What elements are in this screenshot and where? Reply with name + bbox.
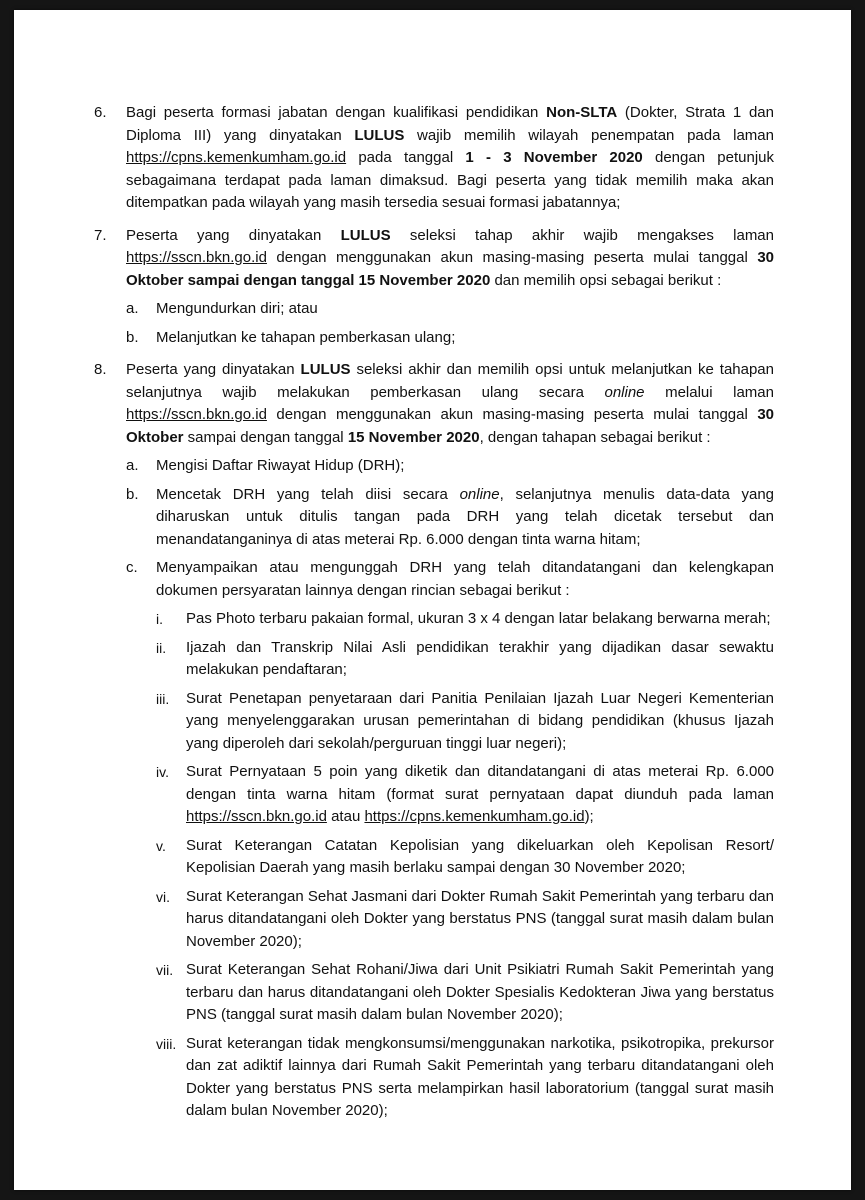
bold-text: LULUS	[354, 126, 405, 144]
paragraph-text: seleksi akhir dan memilih opsi untuk melanjutkan ke tahapan selanjutnya wajib melakukan pemberkasan ulang secara	[126, 361, 774, 401]
list-number: i.	[156, 611, 163, 627]
document-body	[94, 102, 774, 1133]
paragraph-text: );	[584, 808, 594, 825]
roman-list-item	[156, 835, 774, 880]
numbered-list-item	[94, 359, 774, 1123]
list-item-text	[126, 102, 774, 215]
italic-text: online	[459, 485, 500, 503]
paragraph-text: sampai dengan tanggal	[183, 428, 348, 446]
paragraph-text: wajib memilih wilayah penempatan pada laman	[404, 126, 774, 144]
list-item-text	[126, 359, 774, 449]
paragraph-text: dengan menggunakan akun masing-masing peserta mulai tanggal	[266, 249, 758, 266]
paragraph-text: , dengan tahapan sebagai berikut :	[479, 428, 711, 446]
paragraph-text: dengan petunjuk sebagaimana terdapat pada laman dimaksud. Bagi peserta yang tidak memilih maka akan ditempatkan pada wilayah yang masih tersedia sesuai formasi jabatannya;	[126, 149, 775, 211]
paragraph-text: seleksi tahap akhir wajib mengakses laman	[390, 226, 774, 244]
paragraph-text: Surat Keterangan Catatan Kepolisian yang dikeluarkan oleh Kepolisan Resort/ Kepolisian Daerah yang masih berlaku sampai dengan 30 November 2020;	[186, 836, 774, 876]
paragraph-text: Mengundurkan diri; atau	[156, 300, 318, 317]
letter-list-item	[126, 484, 774, 552]
list-item-text	[186, 1033, 774, 1123]
paragraph-text: dengan menggunakan akun masing-masing peserta mulai tanggal	[266, 406, 758, 423]
roman-list-item	[156, 1033, 774, 1123]
paragraph-text: Pas Photo terbaru pakaian formal, ukuran 3 x 4 dengan latar belakang berwarna merah;	[186, 610, 771, 627]
url-link[interactable]: https://cpns.kemenkumham.go.id	[364, 808, 585, 825]
bold-text: LULUS	[340, 226, 391, 244]
list-number: b.	[126, 485, 139, 503]
paragraph-text: Peserta yang dinyatakan	[126, 361, 301, 378]
list-item-text	[186, 688, 774, 756]
list-number: iv.	[156, 764, 169, 780]
paragraph-text: Surat Keterangan Sehat Rohani/Jiwa dari Unit Psikiatri Rumah Sakit Pemerintah yang terbaru dan harus ditandatangani oleh Dokter Spesialis Kedokteran Jiwa yang berstatus PNS (tanggal surat masih dalam bulan November 2020);	[186, 961, 774, 1023]
paragraph-text: Bagi peserta formasi jabatan dengan kualifikasi pendidikan	[126, 104, 547, 121]
list-item-text	[186, 637, 774, 682]
paragraph-text: Mencetak DRH yang telah diisi secara	[156, 485, 460, 503]
paragraph-text: melalui laman	[644, 383, 774, 401]
list-item-text	[186, 886, 774, 954]
roman-list-item	[156, 886, 774, 954]
paragraph-text: Surat Pernyataan 5 poin yang diketik dan ditandatangani di atas meterai Rp. 6.000 dengan tinta warna hitam (format surat pernyataan dapat diunduh pada laman	[186, 763, 774, 803]
list-item-text	[186, 835, 774, 880]
bold-text: LULUS	[300, 361, 351, 378]
roman-list-item	[156, 637, 774, 682]
numbered-list-item	[94, 225, 774, 350]
list-item-text	[156, 455, 774, 478]
letter-list-item	[126, 557, 774, 1123]
url-link[interactable]: https://sscn.bkn.go.id	[126, 249, 267, 266]
list-number: c.	[126, 559, 138, 576]
list-item-text	[156, 298, 774, 321]
list-item-text	[186, 608, 774, 631]
list-number: vii.	[156, 962, 174, 978]
list-number: a.	[126, 457, 139, 474]
paragraph-text: Peserta yang dinyatakan	[126, 226, 341, 244]
letter-list-item	[126, 298, 774, 321]
roman-list-item	[156, 761, 774, 829]
bold-text: 1 - 3 November 2020	[465, 149, 643, 166]
list-number: 6.	[94, 104, 107, 121]
paragraph-text: Melanjutkan ke tahapan pemberkasan ulang;	[156, 328, 456, 346]
list-item-text	[156, 484, 774, 552]
numbered-list-item	[94, 102, 774, 215]
list-item-text	[156, 557, 774, 602]
roman-list-item	[156, 688, 774, 756]
paragraph-text: Surat Keterangan Sehat Jasmani dari Dokter Rumah Sakit Pemerintah yang terbaru dan harus ditandatangani oleh Dokter yang berstatus PNS (tanggal surat masih dalam bulan November 2020);	[186, 887, 774, 950]
bold-text: 30 Oktober sampai dengan tanggal 15 November 2020	[126, 249, 774, 289]
list-item-text	[186, 761, 774, 829]
paragraph-text: Surat keterangan tidak mengkonsumsi/menggunakan narkotika, psikotropika, prekursor dan zat adiktif lainnya dari Rumah Sakit Pemerintah yang terbaru ditandatangani oleh Dokter yang berstatus PNS serta melampirkan hasil laboratorium (tanggal surat masih dalam bulan November 2020);	[186, 1034, 774, 1119]
list-number: iii.	[156, 690, 170, 707]
roman-list-item	[156, 959, 774, 1027]
italic-text: online	[604, 383, 645, 401]
letter-list-item	[126, 455, 774, 478]
url-link[interactable]: https://cpns.kemenkumham.go.id	[126, 149, 347, 166]
bold-text: 30 Oktober	[126, 406, 774, 446]
bold-text: Non-SLTA	[546, 104, 618, 121]
paragraph-text: (Dokter, Strata 1 dan Diploma III) yang dinyatakan	[126, 104, 774, 144]
list-number: vi.	[156, 888, 170, 905]
document-page	[14, 10, 851, 1190]
list-number: 8.	[94, 361, 107, 378]
list-number: 7.	[94, 226, 107, 244]
roman-list-item	[156, 608, 774, 631]
paragraph-text: atau	[326, 808, 365, 825]
url-link[interactable]: https://sscn.bkn.go.id	[186, 808, 327, 825]
list-number: ii.	[156, 639, 167, 656]
paragraph-text: Ijazah dan Transkrip Nilai Asli pendidikan terakhir yang dijadikan dasar sewaktu melakukan pendaftaran;	[186, 638, 774, 678]
list-item-text	[156, 327, 774, 350]
paragraph-text: Mengisi Daftar Riwayat Hidup (DRH);	[156, 457, 405, 474]
paragraph-text: , selanjutnya menulis data-data yang diharuskan untuk ditulis tangan pada DRH yang telah dicetak tersebut dan menandatanganinya di atas meterai Rp. 6.000 dengan tinta warna hitam;	[156, 485, 774, 548]
paragraph-text: dan memilih opsi sebagai berikut :	[490, 271, 722, 289]
bold-text: 15 November 2020	[347, 428, 480, 446]
list-number: v.	[156, 837, 166, 854]
paragraph-text: pada tanggal	[346, 149, 466, 166]
paragraph-text: Surat Penetapan penyetaraan dari Panitia Penilaian Ijazah Luar Negeri Kementerian yang menyelenggarakan urusan pemerintahan di bidang pendidikan (khusus Ijazah yang diperoleh dari sekolah/perguruan tinggi luar negeri);	[186, 689, 774, 752]
url-link[interactable]: https://sscn.bkn.go.id	[126, 406, 267, 423]
list-number: viii.	[156, 1035, 177, 1052]
list-number: b.	[126, 328, 139, 346]
paragraph-text: Menyampaikan atau mengunggah DRH yang telah ditandatangani dan kelengkapan dokumen persyaratan lainnya dengan rincian sebagai berikut :	[156, 559, 774, 599]
list-number: a.	[126, 300, 139, 317]
letter-list-item	[126, 327, 774, 350]
list-item-text	[186, 959, 774, 1027]
list-item-text	[126, 225, 774, 293]
